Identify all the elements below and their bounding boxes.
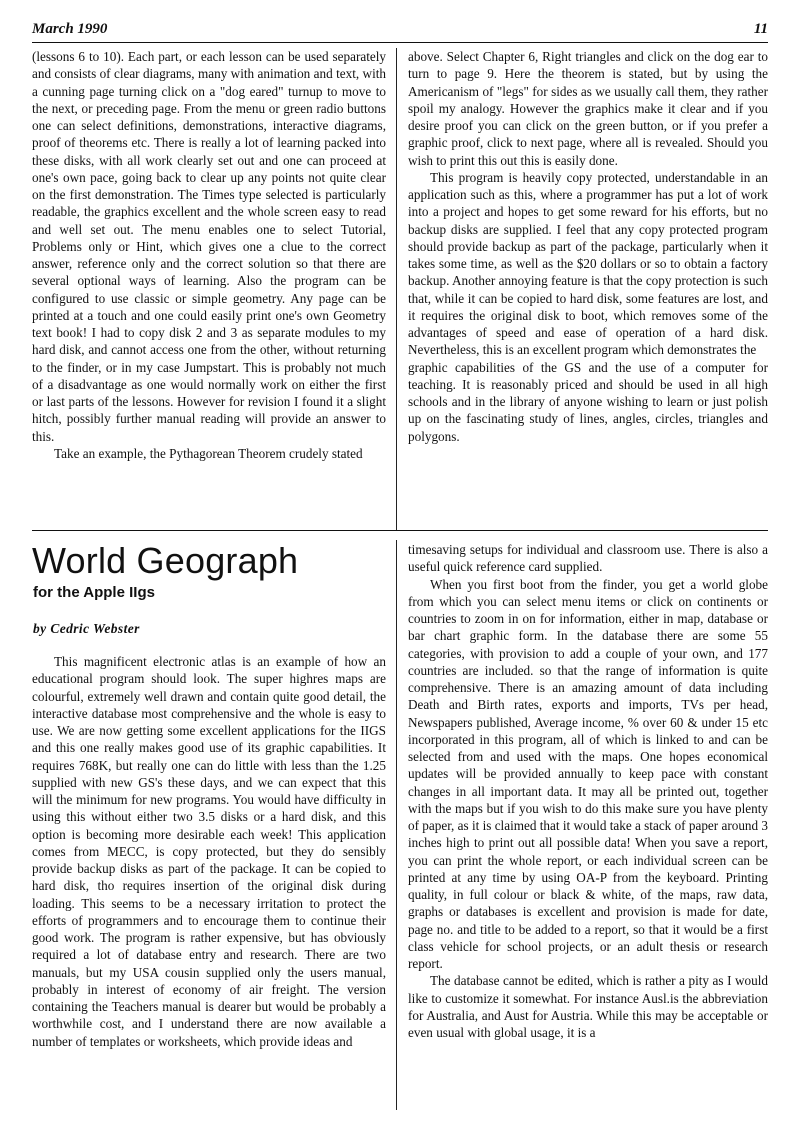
paragraph: The database cannot be edited, which is rather a pity as I would like to customize it somewhat. For instance Ausl.is the abbreviation for Australia, and Aust for Austria. While this may be acceptable or even usual with global usage, it is a [408,973,768,1040]
section-rule [32,530,768,531]
article-right-column [408,541,768,1041]
page-header [32,20,768,43]
column-divider [396,48,397,530]
article-left-column [32,653,386,1050]
article-byline: by Cedric Webster [33,621,140,636]
top-left-column [32,48,386,462]
issue-date: March 1990 [32,21,108,37]
paragraph: graphic capabilities of the GS and the use of a computer for teaching. It is reasonably priced and should be used in all high schools and in the library of anyone wishing to learn or just polish up on the fascinating study of lines, angles, circles, triangles and polygons. [408,359,768,444]
paragraph: This magnificent electronic atlas is an example of how an educational program should look. The super highres maps are colourful, extremely well drawn and contain quite good detail, the interactive database most comprehensive and the whole is easy to use. We are now getting some excellent applications for the IIGS and this one really makes good use of its graphic capabilities. It requires 768K, but really one can do little with less than the 1.25 supplied with new GS's these days, and we can expect that this will the minimum for new programs. You would have difficulty in using this without either two 3.5 disks or a hard disk, and this option is becoming more desirable each week! This application comes from MECC, is copy protected, but they do sensibly provide backup disks as part of the package. It can be copied to hard disk, tho requires insertion of the original disk during loading. This seems to be a necessary irritation to protect the efforts of programmers and to encourage them to continue their good work. The program is rather expensive, but has obviously required a lot of database entry and research. There are two manuals, but my USA cousin supplied only the users manual, probably in interest of economy of air freight. The version containing the Teachers manual is dearer but would be probably a worthwhile cost, and I understand there are now available a number of templates or worksheets, which provide ideas and [32,654,386,1049]
paragraph: above. Select Chapter 6, Right triangles and click on the dog ear to turn to page 9. Here the theorem is stated, but by using the Americanism of "legs" for sides as we usually call them, they rather spoil my analogy. However the graphics make it clear and if you desire proof you can click on the green button, or if you prefer a graphic proof, click to next page, where all is revealed. Should you wish to print this out this is easily done. [408,49,768,168]
paragraph: (lessons 6 to 10). Each part, or each lesson can be used separately and consists of clear diagrams, many with animation and text, with a cunning page turning click on a "dog eared" turnup to move to the next, or preceding page. From the menu or green radio buttons one can select definitions, demonstrations, interactive diagrams, proof of theorems etc. There is really a lot of learning packed into these disks, with all work clearly set out and one can proceed at one's own pace, going back to clear up any points not quite clear on the first demonstration. The Times type selected is particularly readable, the graphics excellent and the whole screen easy to read and well set out. The menu enables one to select Tutorial, Problems only or Hint, which gives one a clue to the correct answer, reference only and the correct solution so that there are several optional ways of learning. Also the program can be configured to use classic or simple geometry. Any page can be printed at a touch and one could easily print one's own Geometry text book! I had to copy disk 2 and 3 as separate modules to my hard disk, and cannot access one from the other, without returning to the finder, or in my case Jumpstart. This is probably not much of a disadvantage as one would normally work on either the first or last parts of the lessons. However for revision I found it a slight hitch, possibly further manual reading will provide an answer to this. [32,49,386,444]
paragraph: Take an example, the Pythagorean Theorem crudely stated [54,445,363,461]
column-divider [396,540,397,1110]
paragraph: timesaving setups for individual and classroom use. There is also a useful quick reference card supplied. [408,542,768,575]
paragraph: This program is heavily copy protected, understandable in an application such as this, where a programmer has put a lot of work into a project and hopes to get some reward for his efforts, but no backup disks are supplied. I feel that any copy protected program should provide backup as part of the package, particularly when it takes some time, as well as the $20 dollars or so to obtain a factory backup. Another annoying feature is that the copy protection is such that, while it can be copied to hard disk, some features are lost, and it requires the original disk to boot, which removes some of the advantages of speed and ease of operation of a hard disk. Nevertheless, this is an excellent program which demonstrates the [408,169,768,358]
paragraph: When you first boot from the finder, you get a world globe from which you can select menu items or click on continents or countries to zoom in on for information, either in map, database or bar chart graphic form. In the database there are some 55 categories, with provision to add a couple of your own, and 177 countries are included. so that the range of information is quite comprehensive. There is an amazing amount of data including Death and Birth rates, exports and imports, TVs per head, Newspapers published, Average income, % over 60 & under 15 etc incorporated in this program, all of which is linked to and can be selected from and used with the maps. One hopes economical updates will be provided annually to keep pace with constant changes in all important data. It may all be printed out, together with the maps but if you wish to do this make sure you have plenty of paper, as it is claimed that it would take a stack of paper around 3 inches high to print out all possible data! When you save a report, you can print the whole report, or each individual screen can be printed at any time by using OA-P from the keyboard. Printing quality, in full colour or black & white, of the maps, raw data, graphs or databases is excellent and provision is made for date, page no. and title to be added to a report, so that it would be a first class vehicle for school projects, or an adult thesis or research report. [408,576,768,971]
article-title: World Geograph [32,540,299,581]
article-subtitle: for the Apple IIgs [33,584,155,601]
page-number: 11 [753,21,768,37]
top-right-column [408,48,768,445]
